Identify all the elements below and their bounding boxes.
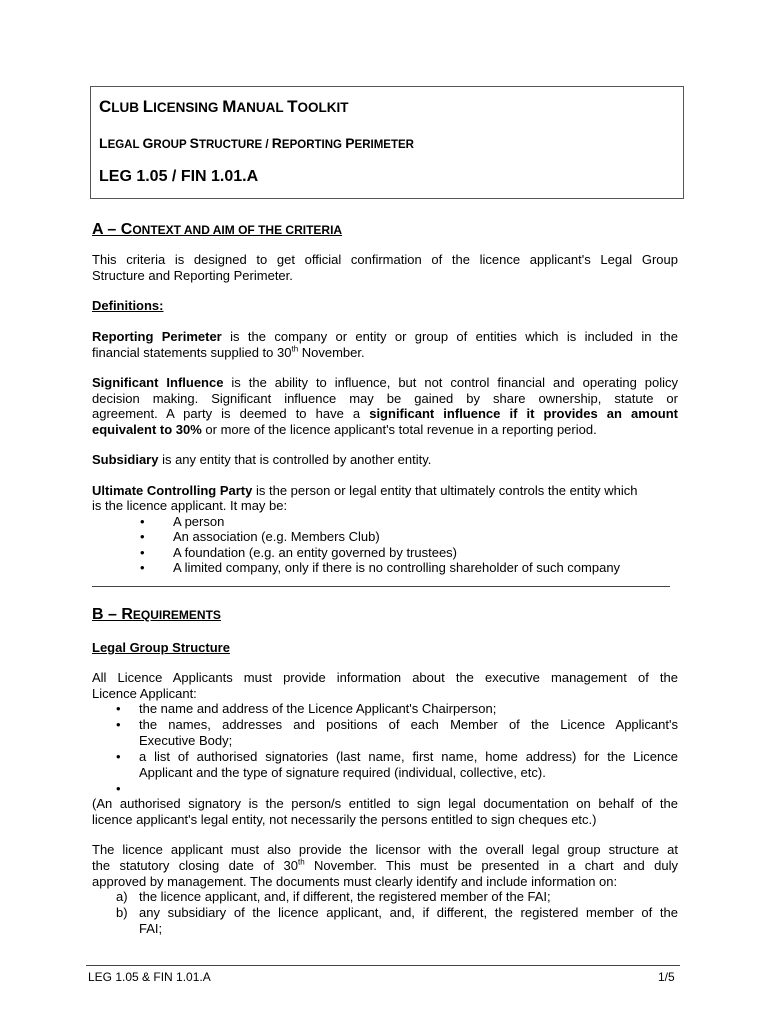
chart-requirement-line-3: approved by management. The documents must clearly identify and include information on: — [92, 874, 618, 889]
list-item: the names, addresses and positions of each Member of the Licence Applicant's — [139, 717, 678, 732]
manual-title: CLUB LICENSING MANUAL TOOLKIT — [99, 97, 349, 116]
list-item: the name and address of the Licence Applicant's Chairperson; — [139, 701, 497, 716]
list-item: any subsidiary of the licence applicant, and, if different, the registered member of the — [139, 905, 678, 920]
significant-influence-line-1: Significant Influence is the ability to influence, but not control financial and operating policy — [92, 375, 679, 390]
reporting-perimeter-line-2: financial statements supplied to 30th November. — [92, 344, 365, 360]
bullet-icon: • — [140, 529, 145, 544]
chart-requirement-line-2: the statutory closing date of 30th November. This must be presented in a chart and duly — [92, 857, 678, 873]
list-marker: a) — [116, 889, 128, 904]
section-divider — [92, 586, 670, 587]
bullet-icon: • — [140, 545, 145, 560]
list-item: An association (e.g. Members Club) — [173, 529, 380, 544]
bullet-icon: • — [140, 560, 145, 575]
list-item-continued: Applicant and the type of signature required (individual, collective, etc). — [139, 765, 546, 780]
document-subtitle: LEGAL GROUP STRUCTURE / REPORTING PERIMETER — [99, 135, 414, 151]
significant-influence-line-3: agreement. A party is deemed to have a significant influence if it provides an amount — [92, 406, 678, 421]
title-box — [90, 86, 684, 199]
note-line-1: (An authorised signatory is the person/s entitled to sign legal documentation on behalf of the — [92, 796, 678, 811]
section-b-heading: B – REQUIREMENTS — [92, 606, 221, 623]
intro-line-2: Structure and Reporting Perimeter. — [92, 268, 293, 283]
footer-document-code: LEG 1.05 & FIN 1.01.A — [88, 970, 211, 984]
list-item-continued: FAI; — [139, 921, 163, 936]
bullet-icon: • — [116, 701, 121, 716]
requirements-line-1: All Licence Applicants must provide information about the executive management of the — [92, 670, 678, 685]
ucp-line-1: Ultimate Controlling Party is the person or legal entity that ultimately controls the entity which — [92, 483, 638, 498]
intro-line-1: This criteria is designed to get official confirmation of the licence applicant's Legal Group — [92, 252, 678, 267]
definitions-label: Definitions: — [92, 298, 164, 313]
list-item: A limited company, only if there is no controlling shareholder of such company — [173, 560, 621, 575]
list-item: A foundation (e.g. an entity governed by trustees) — [173, 545, 458, 560]
ucp-line-2: is the licence applicant. It may be: — [92, 498, 288, 513]
list-item: A person — [173, 514, 225, 529]
page-number: 1/5 — [658, 970, 675, 984]
bullet-icon: • — [116, 717, 121, 732]
note-line-2: licence applicant's legal entity, not necessarily the persons entitled to sign cheques etc.) — [92, 812, 597, 827]
criteria-code: LEG 1.05 / FIN 1.01.A — [99, 168, 259, 185]
requirements-line-2: Licence Applicant: — [92, 686, 197, 701]
list-item: the licence applicant, and, if different, the registered member of the FAI; — [139, 889, 551, 904]
bullet-icon: • — [140, 514, 145, 529]
list-marker: b) — [116, 905, 128, 920]
significant-influence-line-4: equivalent to 30% or more of the licence applicant's total revenue in a reporting period. — [92, 422, 597, 437]
list-item: a list of authorised signatories (last name, first name, home address) for the Licence — [139, 749, 678, 764]
legal-group-structure-label: Legal Group Structure — [92, 640, 230, 655]
section-a-heading: A – CONTEXT AND AIM OF THE CRITERIA — [92, 221, 343, 238]
subsidiary-definition: Subsidiary is any entity that is controlled by another entity. — [92, 452, 432, 467]
list-item-continued: Executive Body; — [139, 733, 233, 748]
bullet-icon: • — [116, 749, 121, 764]
chart-requirement-line-1: The licence applicant must also provide the licensor with the overall legal group structure at — [92, 842, 678, 857]
bullet-icon: • — [116, 781, 121, 796]
reporting-perimeter-line-1: Reporting Perimeter is the company or entity or group of entities which is included in the — [92, 329, 678, 344]
significant-influence-line-2: decision making. Significant influence may be gained by share ownership, statute or — [92, 391, 678, 406]
footer-divider — [86, 965, 680, 966]
